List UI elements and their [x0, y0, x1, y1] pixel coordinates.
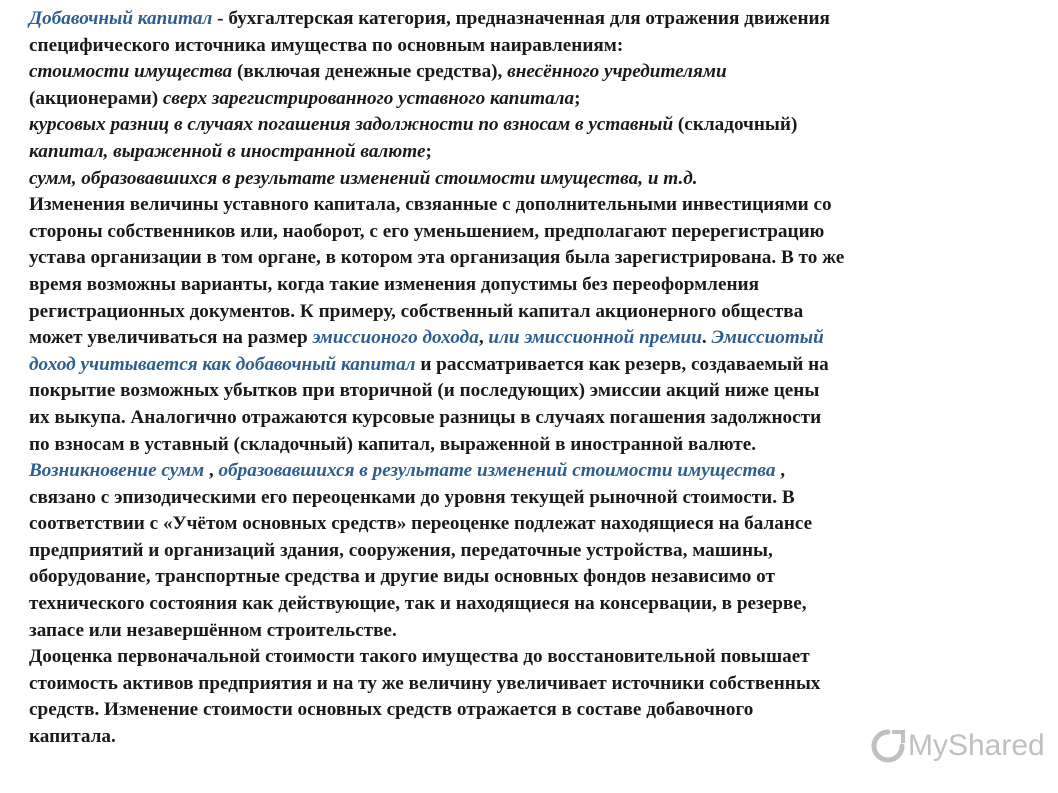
text-line — [29, 139, 1051, 166]
text-segment: связано с эпизодическими его переоценками до уровня текущей рыночной стоимости. В — [29, 486, 795, 508]
text-line — [29, 166, 1051, 193]
text-line — [29, 86, 1051, 113]
text-segment: (акционерами) — [29, 87, 163, 109]
text-line — [29, 485, 1051, 512]
text-line — [29, 299, 1051, 326]
text-segment: соответствии с «Учётом основных средств» переоценке подлежат находящиеся на балансе — [29, 513, 813, 535]
text-segment: их выкупа. Аналогично отражаются курсовые разницы в случаях погашения задолжности — [29, 406, 822, 428]
text-segment: - бухгалтерская категория, предназначенная для отражения движения — [212, 8, 830, 29]
myshared-logo-icon — [870, 729, 906, 763]
text-segment: может увеличиваться на размер — [29, 327, 313, 349]
text-segment: устава организации в том органе, в котором эта организация была зарегистрирована. В то же — [29, 247, 845, 269]
text-line — [29, 671, 1051, 698]
text-segment: (складочный) — [673, 114, 798, 136]
text-line — [29, 591, 1051, 618]
text-segment: запасе или незавершённом строительстве. — [29, 619, 397, 641]
text-segment: капитала. — [29, 726, 116, 748]
text-line — [29, 378, 1051, 405]
text-segment: оборудование, транспортные средства и другие виды основных фондов независимо от — [29, 566, 775, 588]
highlighted-term: Эмиссиотый — [711, 327, 824, 349]
watermark — [866, 727, 1045, 767]
text-segment: и рассматривается как резерв, создаваемый на — [415, 353, 829, 375]
watermark-brand: MyShared — [908, 729, 1045, 762]
text-line — [29, 59, 1051, 86]
text-segment: специфического источника имущества по основным наиравлениям: — [29, 34, 624, 56]
text-segment: стоимость активов предприятия и на ту же величину увеличивает источники собственных — [29, 672, 821, 694]
text-segment: покрытие возможных убытков при вторичной (и последующих) эмиссии акций ниже цены — [29, 380, 820, 402]
text-line — [29, 192, 1051, 219]
highlighted-term: Возникновение сумм — [29, 460, 205, 482]
text-segment: (включая денежные средства), — [232, 61, 508, 83]
text-line — [29, 245, 1051, 272]
document-text — [29, 6, 1051, 751]
text-segment: , — [775, 460, 786, 482]
text-line — [29, 219, 1051, 246]
text-line — [29, 272, 1051, 299]
text-segment: ; — [574, 87, 581, 109]
text-line — [29, 405, 1051, 432]
highlighted-term: доход учитывается как добавочный капитал — [29, 353, 416, 375]
text-segment: , — [478, 327, 489, 349]
text-line — [29, 33, 1051, 60]
text-segment: капитал, выраженной в иностранной валюте — [29, 140, 426, 162]
text-segment: технического состояния как действующие, так и находящиеся на консервации, в резерве, — [29, 593, 807, 615]
text-segment: курсовых разниц в случаях погашения задолжности по взносам в уставный — [29, 114, 674, 136]
text-line — [29, 112, 1051, 139]
highlighted-term: Добавочный капитал — [29, 8, 213, 29]
highlighted-term: или эмиссионной премии — [488, 327, 702, 349]
text-line — [29, 697, 1051, 724]
text-line — [29, 352, 1051, 379]
text-segment: . — [701, 327, 712, 349]
text-segment: время возможны варианты, когда такие изменения допустимы без переоформления — [29, 273, 759, 295]
text-segment: стоимости имущества — [29, 61, 233, 83]
text-segment: внесённого учредителями — [507, 61, 727, 83]
text-segment: средств. Изменение стоимости основных средств отражается в составе добавочного — [29, 699, 754, 721]
text-segment: по взносам в уставный (складочный) капитал, выраженной в иностранной валюте. — [29, 433, 757, 455]
text-line — [29, 538, 1051, 565]
text-segment: ; — [425, 140, 432, 162]
text-line — [29, 644, 1051, 671]
text-segment: Дооценка первоначальной стоимости такого имущества до восстановительной повышает — [29, 646, 810, 668]
text-line — [29, 6, 1051, 33]
text-line — [29, 458, 1051, 485]
text-line — [29, 432, 1051, 459]
text-line — [29, 618, 1051, 645]
text-line — [29, 564, 1051, 591]
text-segment: предприятий и организаций здания, сооружения, передаточные устройства, машины, — [29, 539, 773, 561]
text-segment: Изменения величины уставного капитала, свзяанные с дополнительными инвестициями со — [29, 194, 832, 216]
text-line — [29, 511, 1051, 538]
text-segment: регистрационных документов. К примеру, собственный капитал акционерного общества — [29, 300, 804, 322]
text-segment: стороны собственников или, наоборот, с его уменьшением, предполагают перерегистрацию — [29, 220, 825, 242]
highlighted-term: эмиссионого дохода — [312, 327, 479, 349]
highlighted-term: образовавшихся в результате изменений стоимости имущества — [218, 460, 776, 482]
text-segment: сумм, образовавшихся в результате изменений стоимости имущества, и т.д. — [29, 167, 698, 189]
text-segment: , — [204, 460, 219, 482]
text-line — [29, 325, 1051, 352]
text-segment: сверх зарегистрированного уставного капитала — [162, 87, 575, 109]
